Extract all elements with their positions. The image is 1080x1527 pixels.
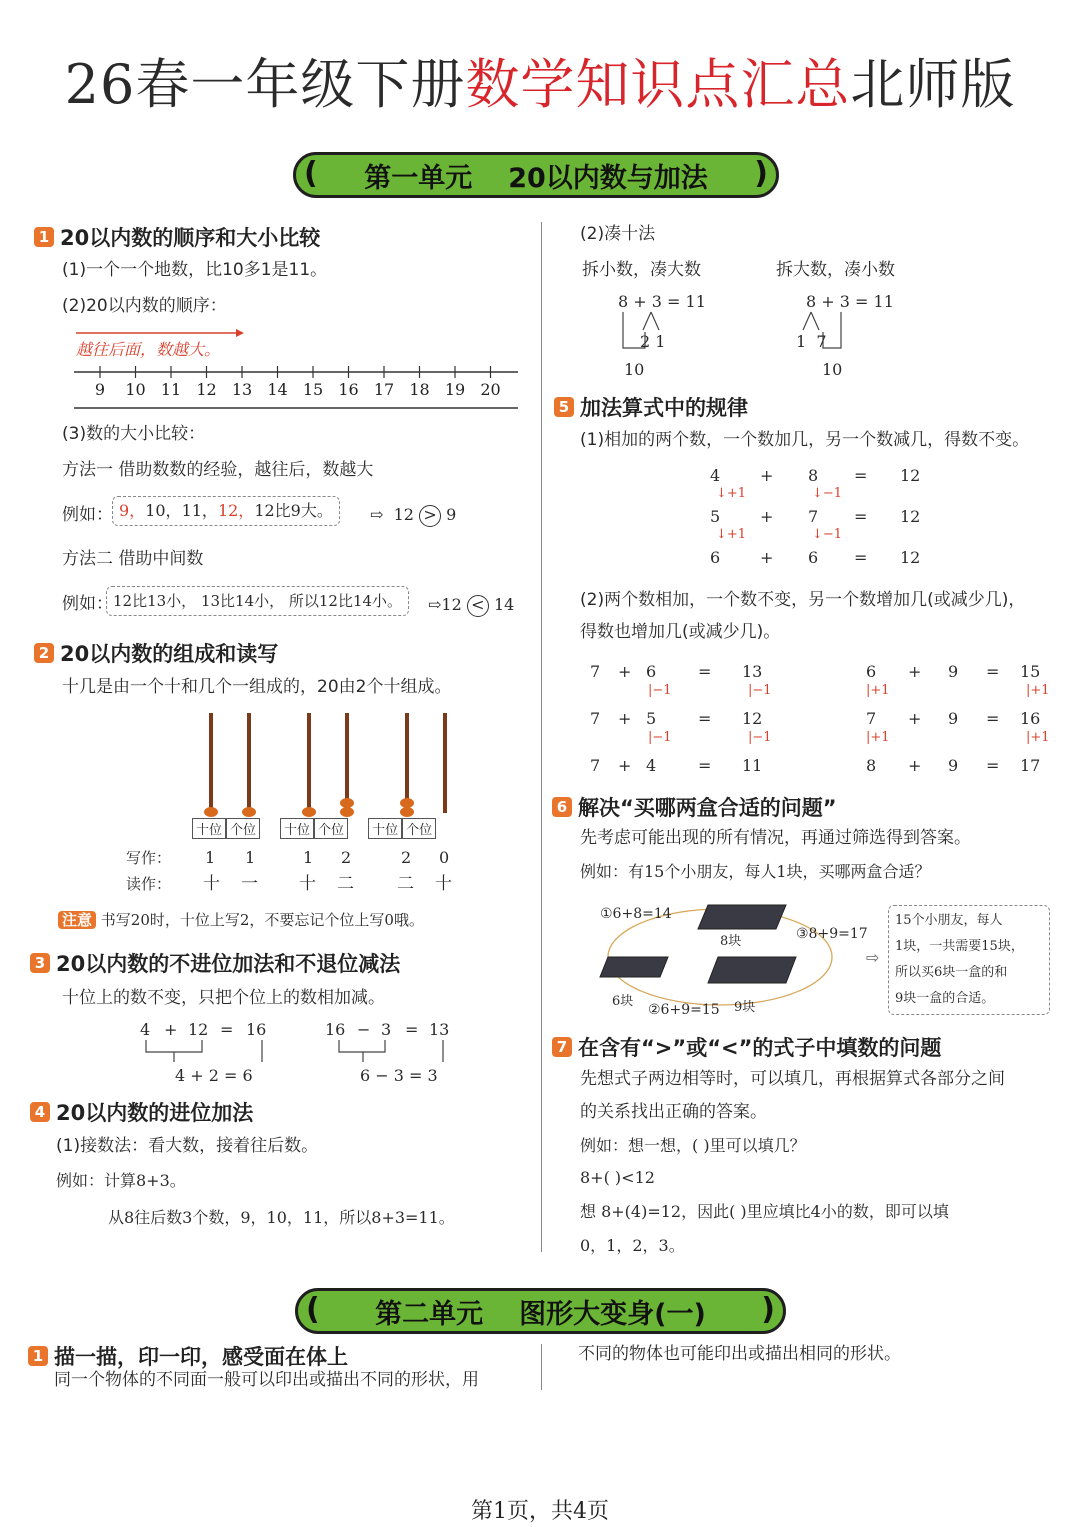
ex1-part: 12， [217, 501, 255, 520]
s7-line5: 想 8+(4)=12，因此( )里应填比4小的数，即可以填 [580, 1202, 949, 1221]
s3-sub-eq-1: 4 + 2 = 6 [175, 1066, 253, 1085]
ex1-right: 9 [446, 505, 457, 524]
s4-line3: 从8往后数3个数，9，10，11，所以8+3=11。 [108, 1208, 455, 1227]
section-3-title [30, 948, 400, 978]
box-8-icon [698, 905, 786, 929]
arrow-icon: ⇨ [370, 505, 384, 524]
step-annot: ↓+1 [716, 486, 747, 501]
s4b-title: (2)凑十法 [580, 224, 656, 244]
number-line-label: 15 [302, 380, 324, 399]
title-part-2: 北师版 [850, 53, 1016, 116]
example-2-result [428, 593, 514, 617]
compare-symbol: < [467, 595, 489, 617]
eq-term: 16 [246, 1020, 267, 1039]
tens-label: 十位 [368, 818, 402, 839]
written-digit: 1 [303, 848, 314, 867]
abacus-12 [302, 713, 354, 817]
step-annot: |+1 [866, 683, 890, 698]
unit1-banner-label: 第一单元 [364, 162, 473, 194]
banner-right-paren: ) [754, 156, 768, 191]
section-6-title [552, 792, 837, 822]
section-4-title [30, 1097, 253, 1127]
page-title [0, 50, 1080, 120]
eq-term: 13 [429, 1020, 450, 1039]
place-pair [192, 818, 260, 839]
ex1-part: 10， [145, 501, 182, 520]
ex1-part: 11， [181, 501, 218, 520]
order-arrow-head [236, 329, 244, 337]
ex1-part: 9， [119, 501, 146, 520]
choice-2: ②6+9=15 [648, 1002, 720, 1018]
number-line-label: 18 [409, 380, 430, 399]
s7-line2: 的关系找出正确的答案。 [580, 1102, 767, 1122]
split-num: 1 [655, 332, 666, 351]
unit2-s1-line1: 同一个物体的不同面一般可以印出或描出不同的形状，用 [54, 1370, 479, 1390]
title-part-1: 26春一年级下册 [64, 53, 466, 116]
place-pair [368, 818, 436, 839]
example-label-2: 例如： [62, 594, 113, 614]
box-8-label: 8块 [720, 934, 742, 949]
split-num: 2 [640, 332, 651, 351]
place-pair [280, 818, 348, 839]
ex2-left: 12 [441, 595, 462, 614]
section-number-badge: 6 [552, 797, 572, 817]
written-digit: 0 [439, 848, 450, 867]
s7-line1: 先想式子两边相等时，可以填几，再根据算式各部分之间 [580, 1069, 1005, 1089]
step-annot: |+1 [1026, 730, 1050, 745]
box-6-icon [600, 957, 668, 977]
number-line-label: 11 [160, 380, 182, 399]
section-number-badge: 7 [552, 1037, 572, 1057]
tens-label: 十位 [192, 818, 226, 839]
split-num: 7 [816, 332, 827, 351]
section-number-badge: 3 [30, 953, 50, 973]
s4b-right-ten: 10 [822, 360, 843, 379]
section-title-text: 在含有“>”或“<”的式子中填数的问题 [578, 1036, 942, 1060]
unit2-banner [295, 1288, 786, 1334]
s6-line1: 先考虑可能出现的所有情况，再通过筛选得到答案。 [580, 828, 971, 848]
eq-term: 3 [381, 1020, 392, 1039]
step-annot: |+1 [866, 730, 890, 745]
section-number-badge: 1 [34, 227, 54, 247]
column-divider [541, 222, 542, 1252]
ex1-left: 12 [393, 505, 414, 524]
section-title-text: 20以内数的组成和读写 [60, 642, 279, 666]
s1-line2: (2)20以内数的顺序： [62, 296, 227, 316]
choice-1: ①6+8=14 [600, 906, 672, 922]
eq-term: + [164, 1020, 178, 1039]
method-1: 方法一 借助数数的经验，越往后，数越大 [62, 460, 374, 480]
s1-line3: (3)数的大小比较： [62, 424, 206, 444]
number-line-label: 10 [125, 380, 146, 399]
step-annot: |−1 [748, 730, 772, 745]
written-digit: 1 [245, 848, 256, 867]
unit1-banner [293, 152, 779, 198]
step-annot: ↓+1 [716, 527, 747, 542]
abacus-11 [204, 713, 256, 817]
unit2-banner-label: 第二单元 [375, 1298, 484, 1330]
eq-term: 16 [325, 1020, 346, 1039]
unit2-banner-title: 图形大变身(一) [519, 1298, 706, 1330]
s5-line2: (2)两个数相加，一个数不变，另一个数增加几(或减少几)， [580, 590, 1026, 610]
eq-term: 12 [188, 1020, 209, 1039]
number-line-label: 17 [373, 380, 395, 399]
eq-term: 4 [140, 1020, 151, 1039]
column-divider-2 [541, 1344, 542, 1390]
s7-line3: 例如：想一想，( )里可以填几？ [580, 1136, 806, 1155]
written-digit: 2 [401, 848, 412, 867]
example-1-result [370, 503, 456, 527]
example-label-1: 例如： [62, 505, 113, 525]
section-number-badge: 4 [30, 1102, 50, 1122]
read-char: 十 [203, 874, 220, 894]
choice-3: ③8+9=17 [796, 926, 868, 942]
s3-bracket-2 [325, 1040, 455, 1064]
number-line-label: 20 [480, 380, 501, 399]
ex2-right: 14 [493, 595, 515, 614]
read-char: 十 [435, 874, 452, 894]
box-9-icon [708, 957, 796, 983]
step-annot: |−1 [748, 683, 772, 698]
read-char: 二 [397, 874, 414, 894]
number-line-label: 19 [444, 380, 466, 399]
page-footer: 第1页，共4页 [471, 1499, 609, 1524]
ones-label: 个位 [226, 818, 260, 839]
answer-line: 9块一盒的合适。 [895, 991, 995, 1006]
eq-term: − [357, 1020, 371, 1039]
unit2-section-1-title [28, 1341, 348, 1371]
section-number-badge: 1 [28, 1346, 48, 1366]
s3-sub-eq-2: 6 − 3 = 3 [360, 1066, 438, 1085]
s4b-right-split-nums [796, 330, 827, 354]
s3-desc: 十位上的数不变，只把个位上的数相加减。 [62, 988, 385, 1008]
number-line-label: 12 [196, 380, 217, 399]
s5-line1: (1)相加的两个数，一个数加几，另一个数减几，得数不变。 [580, 430, 1030, 450]
number-line-label: 16 [338, 380, 359, 399]
section-title-text: 加法算式中的规律 [580, 396, 748, 420]
box-9-label: 9块 [734, 1000, 756, 1015]
number-line-ticks [95, 366, 501, 399]
section-number-badge: 5 [554, 397, 574, 417]
box-6-label: 6块 [612, 994, 634, 1009]
s4-line2: 例如：计算8+3。 [56, 1171, 186, 1190]
section-title-text: 20以内数的进位加法 [56, 1101, 254, 1125]
method-2: 方法二 借助中间数 [62, 549, 204, 569]
read-char: 二 [337, 874, 354, 894]
note-text: 书写20时，十位上写2，不要忘记个位上写0哦。 [100, 911, 424, 929]
section-title-text: 20以内数的不进位加法和不退位减法 [56, 952, 401, 976]
s1-line1: (1)一个一个地数，比10多1是11。 [62, 260, 328, 280]
s2-desc: 十几是由一个十和几个一组成的，20由2个十组成。 [62, 677, 452, 697]
s4b-left-ten: 10 [624, 360, 645, 379]
place-value-labels [192, 818, 436, 839]
s4b-right-eq: 8 + 3 = 11 [806, 292, 894, 311]
number-line [60, 326, 530, 416]
s6-answer-box [888, 905, 1050, 1015]
abacus-20 [400, 713, 447, 817]
step-annot: |−1 [648, 730, 672, 745]
banner-left-paren: ( [304, 156, 318, 191]
read-char: 十 [299, 874, 316, 894]
written-digit: 2 [341, 848, 352, 867]
s4b-left-eq: 8 + 3 = 11 [618, 292, 706, 311]
answer-line: 所以买6块一盒的和 [895, 965, 1008, 980]
abacus-illustrations [185, 705, 475, 825]
eq-term: = [220, 1020, 234, 1039]
s2-note [58, 908, 424, 932]
s7-line6: 0，1，2，3。 [580, 1236, 685, 1255]
note-tag: 注意 [58, 911, 96, 929]
section-title-text: 解决“买哪两盒合适的问题” [578, 796, 837, 820]
written-digit: 1 [205, 848, 216, 867]
number-line-label: 13 [231, 380, 253, 399]
ones-label: 个位 [402, 818, 436, 839]
split-num: 1 [796, 332, 807, 351]
section-number-badge: 2 [34, 643, 54, 663]
banner-right-paren: ) [761, 1292, 775, 1327]
arrow-icon: ⇨ [866, 948, 880, 967]
write-label: 写作： [126, 849, 172, 867]
unit2-s1-right: 不同的物体也可能印出或描出相同的形状。 [578, 1344, 901, 1364]
section-title-text: 描一描，印一印，感受面在体上 [54, 1345, 348, 1369]
answer-line: 1块，一共需要15块， [895, 939, 1024, 954]
answer-line: 15个小朋友，每人 [895, 913, 1003, 928]
eq-term: = [405, 1020, 419, 1039]
s4b-left-split-nums [640, 330, 665, 354]
example-2-box: 12比13小， 13比14小， 所以12比14小。 [106, 586, 409, 616]
s4b-left-label: 拆小数，凑大数 [582, 260, 701, 280]
s4-line1: (1)接数法：看大数，接着往后数。 [56, 1136, 319, 1156]
unit1-banner-title: 20以内数与加法 [508, 162, 708, 194]
s6-line2: 例如：有15个小朋友，每人1块，买哪两盒合适？ [580, 862, 931, 881]
read-label: 读作： [126, 875, 172, 893]
step-annot: ↓−1 [812, 527, 843, 542]
s3-bracket-1 [140, 1040, 270, 1064]
s4b-right-label: 拆大数，凑小数 [776, 260, 895, 280]
ex1-part: 12比9大。 [254, 501, 333, 520]
tens-label: 十位 [280, 818, 314, 839]
number-line-label: 14 [267, 380, 288, 399]
compare-symbol: > [419, 505, 441, 527]
section-2-title [34, 638, 278, 668]
arrow-icon: ⇨ [428, 595, 442, 614]
example-1-box [112, 496, 340, 526]
section-1-title [34, 222, 320, 252]
banner-left-paren: ( [306, 1292, 320, 1327]
ones-label: 个位 [314, 818, 348, 839]
title-part-red: 数学知识点汇总 [465, 53, 851, 116]
step-annot: ↓−1 [812, 486, 843, 501]
section-5-title [554, 392, 748, 422]
s7-line4: 8+( )<12 [580, 1168, 655, 1187]
number-line-label: 9 [94, 380, 106, 399]
step-annot: |−1 [648, 683, 672, 698]
order-arrow-text: 越往后面，数越大。 [76, 340, 221, 359]
read-char: 一 [241, 874, 258, 894]
section-title-text: 20以内数的顺序和大小比较 [60, 226, 321, 250]
section-7-title [552, 1032, 941, 1062]
step-annot: |+1 [1026, 683, 1050, 698]
s5-line3: 得数也增加几(或减少几)。 [580, 622, 781, 642]
